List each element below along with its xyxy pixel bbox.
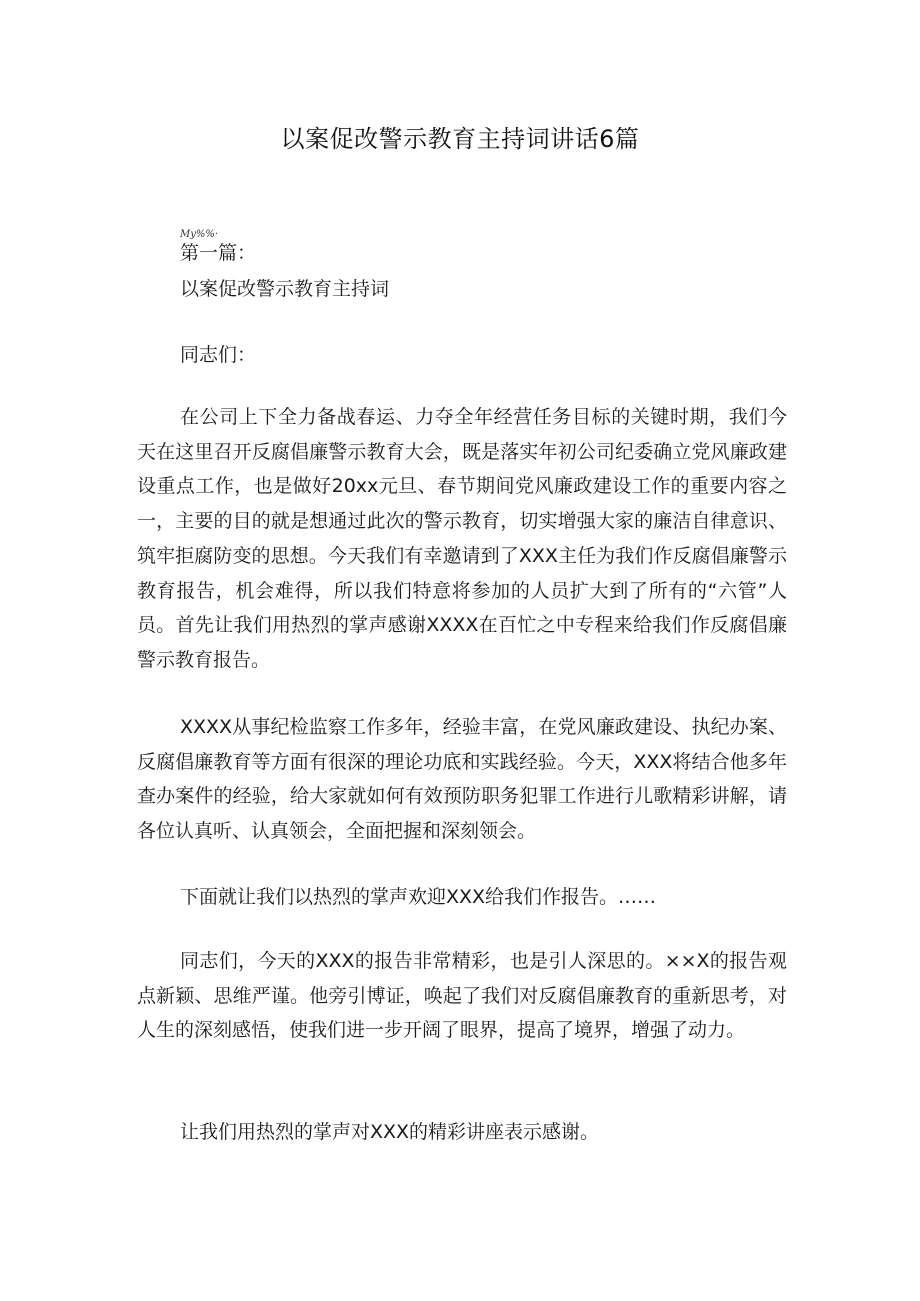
paragraph-welcome: 下面就让我们以热烈的掌声欢迎XXX给我们作报告。…… — [180, 886, 657, 908]
handwritten-mark: My%%· — [180, 229, 219, 240]
paragraph-thanks: 让我们用热烈的掌声对XXX的精彩讲座表示感谢。 — [180, 1121, 600, 1143]
paragraph-speaker-intro: XXXX从事纪检监察工作多年，经验丰富，在党风廉政建设、执纪办案、反腐倡廉教育等方面有很深的理论功底和实践经验。今天，XXX将结合他多年查办案件的经验，给大家就如何有效预防职务犯罪工作进行儿歌精彩讲解，请各位认真听、认真领会，全面把握和深刻领会。 — [137, 716, 787, 843]
document-title: 以案促改警示教育主持词讲话6篇 — [280, 125, 640, 153]
section-subtitle: 以案促改警示教育主持词 — [180, 278, 390, 300]
paragraph-opening: 在公司上下全力备战春运、力夺全年经营任务目标的关键时期，我们今天在这里召开反腐倡廉警示教育大会，既是落实年初公司纪委确立党风廉政建设重点工作，也是做好20xx元旦、春节期间党风廉政建设工作的重要内容之一，主要的目的就是想通过此次的警示教育，切实增强大家的廉洁自律意识、筑牢拒腐防变的思想。今天我们有幸邀请到了XXX主任为我们作反腐倡廉警示教育报告，机会难得，所以我们特意将参加的人员扩大到了所有的“六管”人员。首先让我们用热烈的掌声感谢XXXX在百忙之中专程来给我们作反腐倡廉警示教育报告。 — [137, 406, 787, 671]
salutation: 同志们： — [180, 344, 257, 366]
section-heading: 第一篇： — [180, 242, 257, 264]
paragraph-summary: 同志们，今天的XXX的报告非常精彩，也是引人深思的。××X的报告观点新颖、思维严谨。他旁引博证，唤起了我们对反腐倡廉教育的重新思考，对人生的深刻感悟，使我们进一步开阔了眼界，提高了境界，增强了动力。 — [137, 950, 787, 1042]
